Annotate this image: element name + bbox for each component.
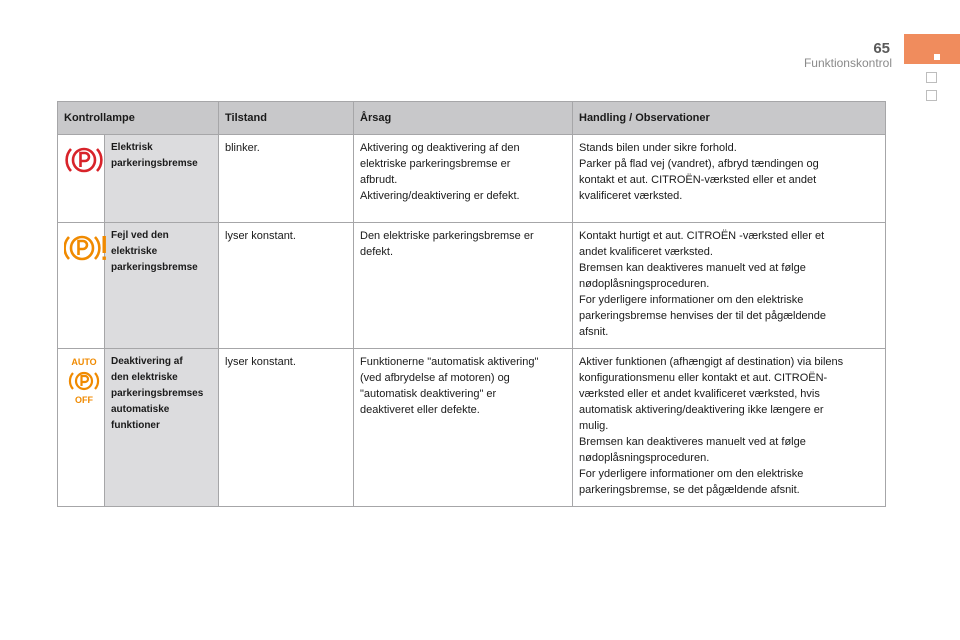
page-number: 65 [873,40,890,57]
section-tab-3[interactable] [926,90,937,101]
cause-cell: Aktivering og deaktivering af den elektriske parkeringsbremse er afbrudt. Aktivering/deaktivering er defekt. [354,135,573,223]
lamp-name: Elektrisk parkeringsbremse [105,135,219,223]
lamp-icon-cell [58,349,105,507]
section-title: Funktionskontrol [803,56,892,70]
cause-cell: Den elektriske parkeringsbremse er defekt. [354,223,573,349]
warning-lamp-table [57,101,886,507]
state-cell: lyser konstant. [219,223,354,349]
section-tab[interactable] [904,34,960,64]
state-cell: blinker. [219,135,354,223]
parking-brake-fault-icon [64,228,110,268]
lamp-name: Deaktivering af den elektriske parkeringsbremses automatiske funktioner [105,349,219,507]
action-cell: Stands bilen under sikre forhold. Parker på flad vej (vandret), afbryd tændingen og kontakt et aut. CITROËN-værksted eller et andet kvalificeret værksted. [573,135,886,223]
table-header-row [58,102,886,135]
parking-brake-icon [64,140,104,180]
auto-parking-brake-off-icon [64,357,104,407]
action-cell: Aktiver funktionen (afhængigt af destination) via bilens konfigurationsmenu eller kontakt et aut. CITROËN- værksted eller et andet kvalificeret værksted, hvis automatisk aktivering/deaktivering ikke længere er mulig. Bremsen kan deaktiveres manuelt ved at følge nødoplåsningsproceduren. For yderligere informationer om den elektriske parkeringsbremse, se det pågældende afsnit. [573,349,886,507]
action-cell: Kontakt hurtigt et aut. CITROËN -værksted eller et andet kvalificeret værksted. Bremsen kan deaktiveres manuelt ved at følge nødoplåsningsproceduren. For yderligere informationer om den elektriske parkeringsbremse henvises der til det pågældende afsnit. [573,223,886,349]
table-row [58,223,886,349]
off-label: OFF [75,395,93,405]
cause-cell: Funktionerne "automatisk aktivering" (ved afbrydelse af motoren) og "automatisk deaktivering" er deaktiveret eller defekte. [354,349,573,507]
table-row [58,349,886,507]
column-header: Årsag [354,102,573,135]
column-header: Handling / Observationer [573,102,886,135]
lamp-icon-cell [58,223,105,349]
section-tab-2[interactable] [926,72,937,83]
table-row [58,135,886,223]
lamp-name: Fejl ved den elektriske parkeringsbremse [105,223,219,349]
tab-marker [934,54,940,60]
column-header: Kontrollampe [58,102,219,135]
auto-label: AUTO [71,357,97,367]
lamp-icon-cell [58,135,105,223]
state-cell: lyser konstant. [219,349,354,507]
column-header: Tilstand [219,102,354,135]
